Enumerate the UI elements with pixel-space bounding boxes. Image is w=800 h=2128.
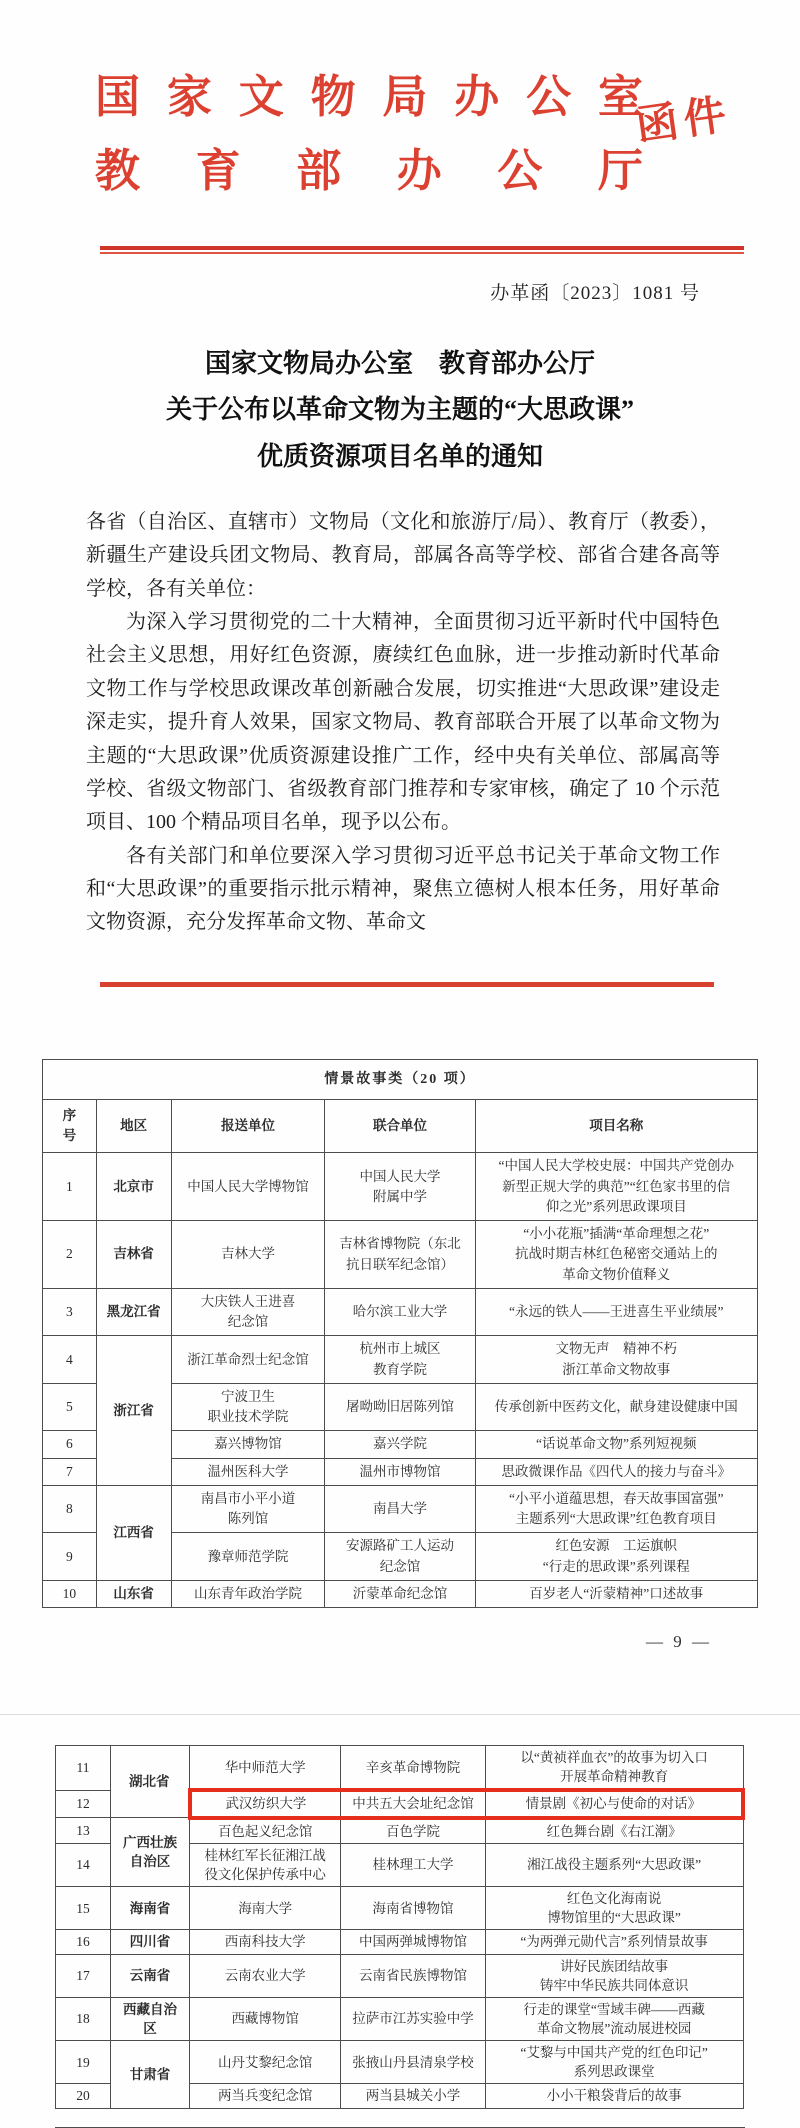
cell-partner: 沂蒙革命纪念馆 [325, 1580, 475, 1607]
cell-region: 湖北省 [111, 1746, 190, 1818]
table-caption: 情景故事类（20 项） [43, 1059, 758, 1099]
column-header: 地区 [96, 1099, 171, 1153]
cell-project: “永远的铁人——王进喜生平业绩展” [475, 1288, 757, 1336]
cell-serial-number: 16 [56, 1930, 111, 1954]
letterhead-org-line-2: 教育部办公厅 [95, 146, 643, 196]
cell-serial-number: 17 [56, 1954, 111, 1997]
cell-partner: 百色学院 [341, 1818, 485, 1844]
cell-region: 黑龙江省 [96, 1288, 171, 1336]
cell-partner-highlighted: 中共五大会址纪念馆 [341, 1790, 485, 1817]
red-double-rule [100, 246, 744, 254]
cell-serial-number: 14 [56, 1843, 111, 1886]
cell-unit: 西南科技大学 [190, 1930, 341, 1954]
table-row [56, 1930, 744, 1954]
table-row [56, 1818, 744, 1844]
cell-partner: 两当县城关小学 [341, 2084, 485, 2108]
cell-partner: 南昌大学 [325, 1485, 475, 1533]
cell-serial-number: 11 [56, 1746, 111, 1791]
cell-unit: 桂林红军长征湘江战 役文化保护传承中心 [190, 1843, 341, 1886]
cell-project: “为两弹元勋代言”系列情景故事 [485, 1930, 743, 1954]
cell-partner: 屠呦呦旧居陈列馆 [325, 1383, 475, 1431]
cell-region: 云南省 [111, 1954, 190, 1997]
table-header-row [43, 1099, 758, 1153]
paragraph-2: 各有关部门和单位要深入学习贯彻习近平总书记关于革命文物工作和“大思政课”的重要指示批示精神，聚焦立德树人根本任务，用好革命文物资源，充分发挥革命文物、革命文 [86, 844, 720, 934]
letter-type-stamp: 函件 [633, 91, 735, 151]
cell-unit: 嘉兴博物馆 [171, 1431, 325, 1458]
table-row [56, 1954, 744, 1997]
cell-partner: 辛亥革命博物院 [341, 1746, 485, 1791]
cell-serial-number: 7 [43, 1458, 97, 1485]
title-line-1: 国家文物局办公室 教育部办公厅 [204, 349, 595, 378]
cell-project: “中国人民大学校史展：中国共产党创办 新型正规大学的典范”“红色家书里的信 仰之光”系列思政课项目 [475, 1153, 757, 1221]
cell-serial-number: 8 [43, 1485, 97, 1533]
cell-partner: 桂林理工大学 [341, 1843, 485, 1886]
red-thick-rule [100, 982, 714, 987]
cell-region: 海南省 [111, 1887, 190, 1930]
cell-serial-number: 20 [56, 2084, 111, 2108]
cell-project: 百岁老人“沂蒙精神”口述故事 [475, 1580, 757, 1607]
document-body [86, 506, 720, 940]
table-caption-row [43, 1059, 758, 1099]
cell-unit: 中国人民大学博物馆 [171, 1153, 325, 1221]
cell-serial-number: 5 [43, 1383, 97, 1431]
cell-project: 文物无声 精神不朽 浙江革命文物故事 [475, 1336, 757, 1384]
cell-serial-number: 2 [43, 1221, 97, 1289]
cell-unit: 豫章师范学院 [171, 1533, 325, 1581]
cell-unit: 南昌市小平小道 陈列馆 [171, 1485, 325, 1533]
document-number: 办革函〔2023〕1081 号 [490, 283, 700, 304]
table-row [56, 2041, 744, 2084]
cell-unit: 华中师范大学 [190, 1746, 341, 1791]
cell-project: 以“黄祯祥血衣”的故事为切入口 开展革命精神教育 [485, 1746, 743, 1791]
cell-unit: 山丹艾黎纪念馆 [190, 2041, 341, 2084]
cell-serial-number: 18 [56, 1997, 111, 2040]
cell-project: 思政微课作品《四代人的接力与奋斗》 [475, 1458, 757, 1485]
cell-project: 红色文化海南说 博物馆里的“大思政课” [485, 1887, 743, 1930]
cell-project: 传承创新中医药文化，献身建设健康中国 [475, 1383, 757, 1431]
cell-serial-number: 6 [43, 1431, 97, 1458]
cell-unit: 海南大学 [190, 1887, 341, 1930]
title-line-2: 关于公布以革命文物为主题的“大思政课” [165, 395, 634, 425]
cell-unit: 浙江革命烈士纪念馆 [171, 1336, 325, 1384]
table-row [43, 1485, 758, 1533]
page-break-divider [0, 1714, 800, 1715]
column-header: 序 号 [43, 1099, 97, 1153]
cell-unit: 大庆铁人王进喜 纪念馆 [171, 1288, 325, 1336]
scenario-story-table-page2 [55, 1745, 745, 2109]
cell-region: 西藏自治 区 [111, 1997, 190, 2040]
cell-region: 四川省 [111, 1930, 190, 1954]
cell-serial-number: 13 [56, 1818, 111, 1844]
table-row [56, 1746, 744, 1791]
cell-project: 行走的课堂“雪域丰碑——西藏 革命文物展”流动展进校园 [485, 1997, 743, 2040]
salutation: 各省（自治区、直辖市）文物局（文化和旅游厅/局）、教育厅（教委），新疆生产建设兵团文物局、教育局，部属各高等学校、部省合建各高等学校，各有关单位： [86, 510, 720, 600]
column-header: 联合单位 [325, 1099, 475, 1153]
cell-project: “艾黎与中国共产党的红色印记” 系列思政课堂 [485, 2041, 743, 2084]
cell-unit: 吉林大学 [171, 1221, 325, 1289]
cell-project: “话说革命文物”系列短视频 [475, 1431, 757, 1458]
cell-partner: 张掖山丹县清泉学校 [341, 2041, 485, 2084]
table-row [43, 1336, 758, 1384]
cell-serial-number: 10 [43, 1580, 97, 1607]
cell-project: “小小花瓶”插满“革命理想之花” 抗战时期吉林红色秘密交通站上的 革命文物价值释义 [475, 1221, 757, 1289]
cell-partner: 中国两弹城博物馆 [341, 1930, 485, 1954]
cell-region: 广西壮族 自治区 [111, 1818, 190, 1887]
table-row [43, 1153, 758, 1221]
cell-unit: 山东青年政治学院 [171, 1580, 325, 1607]
cell-unit: 宁波卫生 职业技术学院 [171, 1383, 325, 1431]
letterhead [0, 0, 800, 208]
cell-project: 湘江战役主题系列“大思政课” [485, 1843, 743, 1886]
table-row [43, 1580, 758, 1607]
table-row [56, 1997, 744, 2040]
cell-partner: 安源路矿工人运动 纪念馆 [325, 1533, 475, 1581]
cell-partner: 温州市博物馆 [325, 1458, 475, 1485]
cell-region: 浙江省 [96, 1336, 171, 1486]
table-row [56, 1887, 744, 1930]
cell-region: 吉林省 [96, 1221, 171, 1289]
cell-project: 小小干粮袋背后的故事 [485, 2084, 743, 2108]
cell-serial-number: 12 [56, 1790, 111, 1817]
cell-partner: 拉萨市江苏实验中学 [341, 1997, 485, 2040]
column-header: 项目名称 [475, 1099, 757, 1153]
title-line-3: 优质资源项目名单的通知 [256, 441, 543, 471]
cell-project: 红色舞台剧《右江潮》 [485, 1818, 743, 1844]
document-title [0, 341, 800, 480]
cell-serial-number: 9 [43, 1533, 97, 1581]
column-header: 报送单位 [171, 1099, 325, 1153]
cell-partner: 杭州市上城区 教育学院 [325, 1336, 475, 1384]
cell-partner: 哈尔滨工业大学 [325, 1288, 475, 1336]
cell-serial-number: 1 [43, 1153, 97, 1221]
cell-partner: 嘉兴学院 [325, 1431, 475, 1458]
letterhead-org-line-1: 国家文物局办公室 [95, 72, 643, 122]
cell-region: 山东省 [96, 1580, 171, 1607]
cell-project: 讲好民族团结故事 铸牢中华民族共同体意识 [485, 1954, 743, 1997]
cell-partner: 云南省民族博物馆 [341, 1954, 485, 1997]
table-row [43, 1288, 758, 1336]
cell-serial-number: 15 [56, 1887, 111, 1930]
cell-unit: 两当兵变纪念馆 [190, 2084, 341, 2108]
cell-serial-number: 3 [43, 1288, 97, 1336]
cell-unit: 温州医科大学 [171, 1458, 325, 1485]
cell-unit-highlighted: 武汉纺织大学 [190, 1790, 341, 1817]
cell-region: 江西省 [96, 1485, 171, 1580]
scenario-story-table-page1 [42, 1059, 758, 1608]
cell-partner: 吉林省博物院（东北 抗日联军纪念馆） [325, 1221, 475, 1289]
table-row [43, 1221, 758, 1289]
cell-region: 甘肃省 [111, 2041, 190, 2108]
cell-region: 北京市 [96, 1153, 171, 1221]
cell-unit: 云南农业大学 [190, 1954, 341, 1997]
paragraph-1: 为深入学习贯彻党的二十大精神，全面贯彻习近平新时代中国特色社会主义思想，用好红色资源，赓续红色血脉，进一步推动新时代革命文物工作与学校思政课改革创新融合发展，切实推进“大思政课”建设走深走实，提升育人效果，国家文物局、教育部联合开展了以革命文物为主题的“大思政课”优质资源建设推广工作，经中央有关单位、部属高等学校、省级文物部门、省级教育部门推荐和专家审核，确定了 10 个示范项目、100 个精品项目名单，现予以公布。 [86, 610, 720, 834]
cell-partner: 中国人民大学 附属中学 [325, 1153, 475, 1221]
page-number: — 9 — [646, 1632, 712, 1652]
cell-project: “小平小道蕴思想，春天故事国富强” 主题系列“大思政课”红色教育项目 [475, 1485, 757, 1533]
cell-serial-number: 4 [43, 1336, 97, 1384]
cell-project: 红色安源 工运旗帜 “行走的思政课”系列课程 [475, 1533, 757, 1581]
cell-unit: 百色起义纪念馆 [190, 1818, 341, 1844]
cell-serial-number: 19 [56, 2041, 111, 2084]
cell-project-highlighted: 情景剧《初心与使命的对话》 [485, 1790, 743, 1817]
cell-partner: 海南省博物馆 [341, 1887, 485, 1930]
cell-unit: 西藏博物馆 [190, 1997, 341, 2040]
